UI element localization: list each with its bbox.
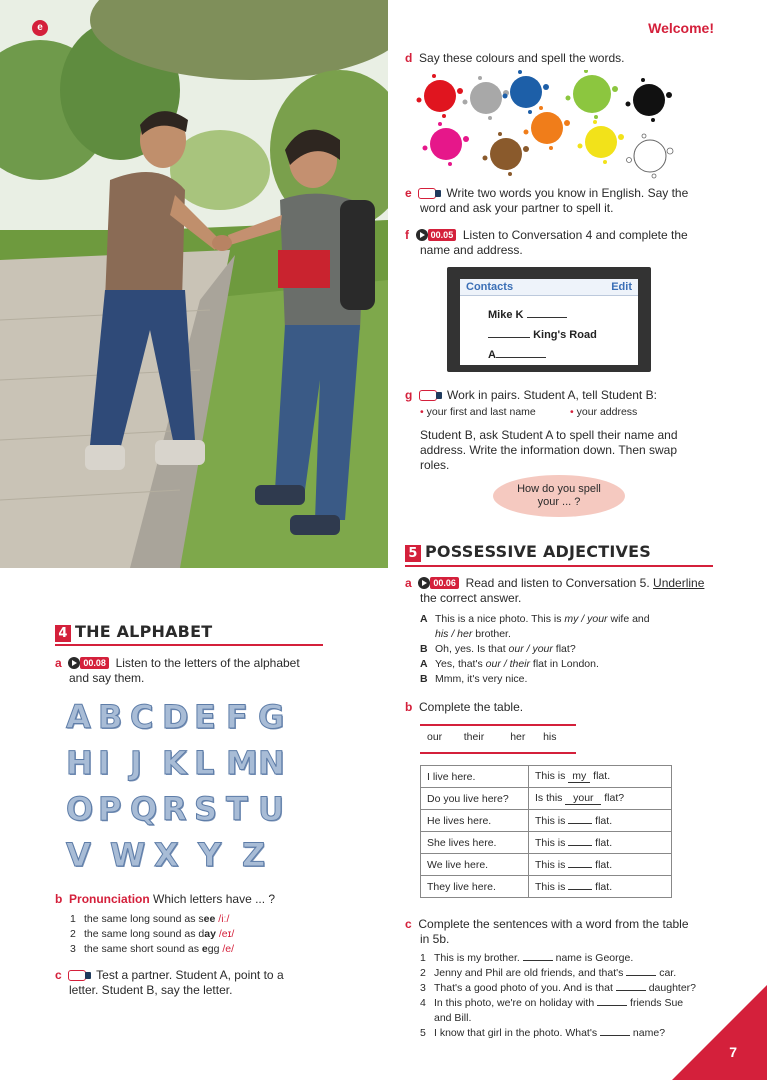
exercise-g: g Work in pairs. Student A, tell Student B: — [405, 388, 657, 402]
alphabet-row — [66, 744, 288, 790]
cell-text: flat. — [592, 858, 613, 871]
cell-text: This is — [535, 836, 569, 849]
table-cell-right — [529, 788, 672, 810]
dialogue-text: wife and — [607, 613, 650, 625]
audio-track-badge: 00.05 — [428, 229, 457, 241]
contact-line-1: Mike K — [488, 309, 567, 321]
answer-blank[interactable]: my — [568, 770, 590, 783]
edit-link[interactable]: Edit — [611, 281, 632, 293]
play-icon[interactable] — [418, 577, 430, 589]
table-cell-left: She lives here. — [421, 832, 529, 854]
cell-text: flat. — [590, 770, 611, 782]
table-cell-right — [529, 854, 672, 876]
alphabet-letter[interactable]: E — [194, 698, 215, 736]
answer-blank[interactable] — [600, 1035, 630, 1036]
g-bullet-2: • your address — [570, 406, 638, 418]
page-header: Welcome! — [648, 20, 714, 36]
sentence-item — [420, 951, 720, 966]
alphabet-letter[interactable]: B — [98, 698, 122, 736]
alphabet-letter[interactable]: V — [66, 836, 90, 874]
section-4-heading: 4 THE ALPHABET — [55, 622, 212, 642]
cell-text: This is — [535, 814, 569, 827]
word-bold: ay — [204, 928, 216, 940]
item-number: 5 — [420, 1027, 426, 1039]
table-row — [421, 832, 672, 854]
alphabet-row — [66, 790, 288, 836]
g-bullet-1: • your first and last name — [420, 406, 536, 418]
photo-two-young-men-shaking-hands — [0, 0, 388, 568]
table-cell-left: We live here. — [421, 854, 529, 876]
table-cell-right — [529, 766, 672, 788]
alphabet-letter[interactable]: A — [66, 698, 90, 736]
answer-options[interactable]: our / their — [485, 658, 531, 670]
answer-blank[interactable] — [597, 1005, 627, 1006]
colour-splash — [566, 70, 619, 119]
colour-splashes — [405, 70, 675, 180]
sentence-text: This is my brother. — [434, 952, 523, 964]
section-5-rule — [405, 565, 713, 567]
answer-options[interactable]: his / her — [435, 628, 473, 640]
colour-splash — [626, 78, 673, 122]
pronunciation-item — [70, 927, 350, 942]
section-5-heading: 5 POSSESSIVE ADJECTIVES — [405, 542, 651, 562]
alphabet-letter[interactable]: K — [162, 744, 186, 782]
answer-blank[interactable] — [568, 823, 592, 824]
word-option: her — [510, 731, 526, 743]
item-number: 4 — [420, 997, 426, 1009]
colour-splash — [627, 134, 674, 178]
answer-blank[interactable] — [616, 990, 646, 991]
colour-splash — [417, 74, 464, 118]
cell-text: flat? — [601, 792, 625, 804]
word-bold: ee — [203, 913, 216, 925]
table-row — [421, 788, 672, 810]
speaking-icon — [418, 188, 436, 199]
word-option: his — [543, 731, 557, 743]
exercise-5b: b Complete the table. — [405, 700, 524, 714]
speech-bubble: How do you spell your ... ? — [493, 475, 625, 517]
alphabet-letter[interactable]: I — [98, 744, 109, 782]
answer-blank[interactable] — [568, 867, 592, 868]
dialogue-text: Oh, yes. Is that — [435, 643, 509, 655]
play-icon[interactable] — [416, 229, 428, 241]
table-row — [421, 854, 672, 876]
sentence-text: and Bill. — [434, 1012, 472, 1024]
exercise-f: f 00.05 Listen to Conversation 4 and complete the name and address. — [405, 228, 688, 257]
alphabet-letter[interactable]: F — [226, 698, 247, 736]
exercise-4a: a 00.08 Listen to the letters of the alphabet and say them. — [55, 656, 300, 685]
cell-text: Is this — [535, 792, 566, 804]
word-option: our — [427, 731, 443, 743]
cell-text: flat. — [592, 814, 613, 827]
word-part: gg — [207, 943, 220, 955]
sentence-text: That's a good photo of you. And is that — [434, 982, 616, 994]
item-text: the same long sound as — [84, 928, 199, 940]
cell-text: This is — [535, 880, 569, 893]
table-cell-right — [529, 810, 672, 832]
colour-splash — [423, 122, 470, 166]
alphabet-letter[interactable]: D — [162, 698, 188, 736]
alphabet-letter[interactable]: H — [66, 744, 92, 782]
cell-text: flat. — [592, 836, 613, 849]
contacts-title: Contacts — [466, 281, 514, 293]
alphabet-letter[interactable]: W — [110, 836, 145, 874]
g-paragraph: Student B, ask Student A to spell their name and address. Write the information down. Then swap roles. — [420, 428, 678, 472]
dialogue-line — [420, 657, 720, 672]
sentence-text: In this photo, we're on holiday with — [434, 997, 598, 1009]
speaker: B — [420, 673, 428, 685]
alphabet-letter[interactable]: N — [258, 744, 284, 782]
dialogue-text: brother. — [472, 628, 511, 640]
dialogue-text: Yes, that's — [435, 658, 486, 670]
alphabet-letter[interactable]: Y — [198, 836, 221, 874]
alphabet-letter[interactable]: Z — [242, 836, 265, 874]
item-text: the same short sound as — [84, 943, 202, 955]
dialogue-text: Mmm, it's very nice. — [435, 673, 528, 685]
sentence-text: daughter? — [645, 982, 697, 994]
dialogue-line — [420, 642, 720, 657]
audio-track-badge: 00.06 — [430, 577, 459, 589]
sentence-text: name? — [630, 1027, 666, 1039]
exercise-5c: c Complete the sentences with a word from the table in 5b. — [405, 917, 689, 946]
ipa: /iː/ — [218, 913, 230, 925]
answer-options[interactable]: my / your — [564, 613, 608, 625]
speaker: A — [420, 658, 428, 670]
cell-text: This is — [535, 858, 569, 871]
dialogue-text: This is a nice photo. This is — [435, 613, 565, 625]
cell-text: flat. — [592, 880, 613, 893]
pronunciation-list — [70, 912, 350, 957]
alphabet-letter[interactable]: L — [194, 744, 214, 782]
dialogue-text: flat in London. — [530, 658, 599, 670]
speaker: B — [420, 643, 428, 655]
item-number: 2 — [70, 928, 76, 940]
alphabet-letter[interactable]: Q — [130, 790, 157, 828]
table-cell-right — [529, 832, 672, 854]
speaking-icon — [419, 390, 437, 401]
table-cell-left: He lives here. — [421, 810, 529, 832]
contact-line-3: A — [488, 349, 546, 361]
alphabet-letter[interactable]: O — [66, 790, 93, 828]
sentence-item — [420, 966, 720, 981]
cell-text: This is — [535, 770, 569, 782]
item-number: 1 — [420, 952, 426, 964]
exercise-4b: b Pronunciation Which letters have ... ? — [55, 892, 276, 906]
possessives-table — [420, 765, 672, 898]
table-row — [421, 766, 672, 788]
item-number: 2 — [420, 967, 426, 979]
table-cell-right — [529, 876, 672, 898]
item-number: 3 — [70, 943, 76, 955]
sentence-text: I know that girl in the photo. What's — [434, 1027, 601, 1039]
exercise-5a: a 00.06 Read and listen to Conversation 5. Underline the correct answer. — [405, 576, 705, 605]
table-row — [421, 810, 672, 832]
sentence-text: friends Sue — [627, 997, 684, 1009]
pronunciation-item — [70, 942, 350, 957]
word-part: s — [198, 913, 204, 925]
exercise-4c: c Test a partner. Student A, point to a letter. Student B, say the letter. — [55, 968, 284, 997]
speaker: A — [420, 613, 428, 625]
audio-track-badge: 00.08 — [80, 657, 109, 669]
alphabet-letter[interactable]: G — [258, 698, 284, 736]
sentence-text: name is George. — [552, 952, 634, 964]
colour-splash — [463, 76, 510, 120]
alphabet-letter[interactable]: S — [194, 790, 217, 828]
colour-splash — [578, 120, 625, 164]
alphabet-letter[interactable]: M — [226, 744, 257, 782]
exercise-d: d Say these colours and spell the words. — [405, 51, 625, 65]
table-row — [421, 876, 672, 898]
alphabet-row — [66, 836, 288, 882]
alphabet-row — [66, 698, 288, 744]
word-option: their — [463, 731, 485, 743]
answer-blank[interactable] — [568, 845, 592, 846]
word-bold: e — [201, 943, 208, 955]
alphabet-letter[interactable]: C — [130, 698, 153, 736]
answer-options[interactable]: our / your — [508, 643, 553, 655]
answer-blank[interactable] — [626, 975, 656, 976]
table-cell-left: They live here. — [421, 876, 529, 898]
dialogue-line — [420, 612, 720, 627]
phone-contacts — [447, 267, 651, 372]
ipa: /eɪ/ — [218, 928, 235, 940]
page-number: 7 — [729, 1044, 737, 1060]
alphabet-letter[interactable]: P — [98, 790, 121, 828]
contact-line-2: King's Road — [488, 329, 597, 341]
alphabet-letter[interactable]: T — [226, 790, 247, 828]
dialogue-line — [420, 627, 720, 642]
alphabet-letter[interactable]: J — [130, 744, 141, 782]
ipa: /e/ — [222, 943, 235, 955]
item-number: 1 — [70, 913, 76, 925]
play-icon[interactable] — [68, 657, 80, 669]
page-badge: e — [32, 20, 48, 36]
sentence-text: car. — [656, 967, 677, 979]
section-4-rule — [55, 644, 323, 646]
item-text: the same long sound as — [84, 913, 199, 925]
alphabet-letter[interactable]: X — [154, 836, 178, 874]
dialogue — [420, 612, 720, 687]
dialogue-text: flat? — [552, 643, 576, 655]
word-part: d — [198, 928, 205, 940]
item-number: 3 — [420, 982, 426, 994]
speaking-icon — [68, 970, 86, 981]
table-cell-left: I live here. — [421, 766, 529, 788]
colour-splash — [483, 132, 530, 176]
sentence-text: Jenny and Phil are old friends, and that's — [434, 967, 627, 979]
alphabet-letter[interactable]: R — [162, 790, 186, 828]
answer-blank[interactable] — [523, 960, 553, 961]
answer-blank[interactable] — [568, 889, 592, 890]
pronunciation-item — [70, 912, 350, 927]
alphabet-letter[interactable]: U — [258, 790, 283, 828]
word-box — [420, 724, 576, 754]
dialogue-line — [420, 672, 720, 687]
page-corner — [672, 985, 767, 1080]
exercise-e: e Write two words you know in English. Say the word and ask your partner to spell it. — [405, 186, 689, 215]
alphabet-grid — [66, 698, 288, 882]
answer-blank[interactable]: your — [565, 792, 601, 805]
table-cell-left: Do you live here? — [421, 788, 529, 810]
